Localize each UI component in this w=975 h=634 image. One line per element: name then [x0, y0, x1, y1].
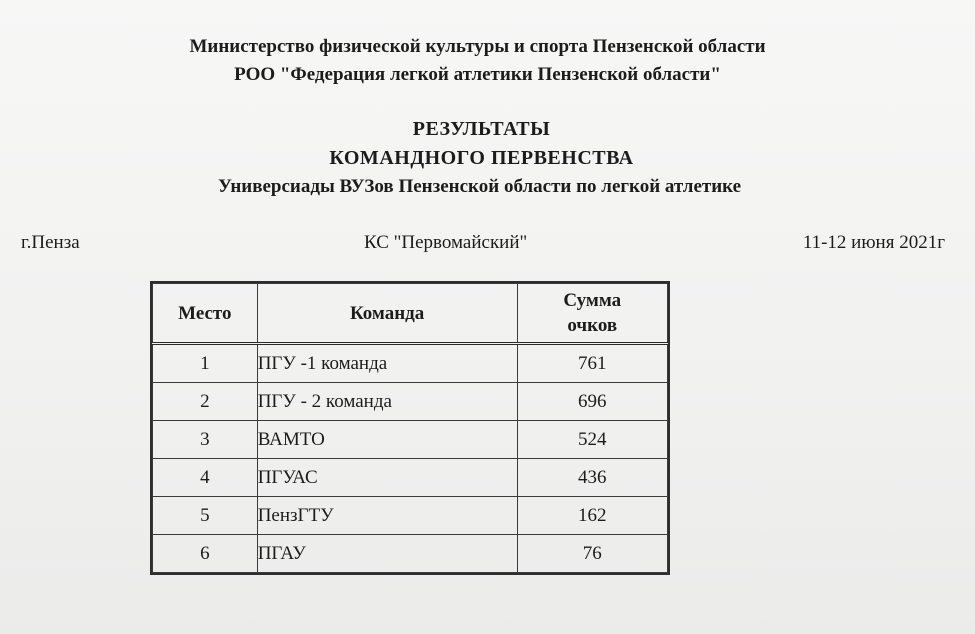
column-header-place: Место [153, 284, 258, 344]
row-team: ПГУАС [257, 459, 517, 497]
row-team: ПензГТУ [257, 497, 517, 535]
row-place: 3 [153, 421, 258, 459]
table-row [153, 535, 668, 573]
table-row [153, 344, 668, 383]
row-place: 2 [153, 383, 258, 421]
row-score: 761 [517, 344, 667, 383]
table-row [153, 383, 668, 421]
column-header-team: Команда [257, 284, 517, 344]
row-team: ПГУ - 2 команда [257, 383, 517, 421]
document-subtitle: КОМАНДНОГО ПЕРВЕНСТВА [329, 147, 634, 169]
row-team: ПГАУ [257, 535, 517, 573]
row-place: 6 [153, 535, 258, 573]
column-header-score-line1: Сумма [563, 290, 622, 311]
row-score: 162 [517, 497, 667, 535]
event-name: Универсиады ВУЗов Пензенской области по легкой атлетике [217, 176, 742, 197]
table-row [153, 497, 668, 535]
row-score: 436 [517, 459, 667, 497]
table-header-row [153, 284, 668, 344]
results-table [152, 283, 668, 573]
row-team: ВАМТО [257, 421, 517, 459]
event-venue: КС "Первомайский" [364, 232, 528, 253]
row-team: ПГУ -1 команда [257, 344, 517, 383]
row-score: 696 [517, 383, 667, 421]
federation-name: РОО "Федерация легкой атлетики Пензенской области" [234, 64, 721, 85]
row-place: 1 [153, 344, 258, 383]
ministry-name: Министерство физической культуры и спорта Пензенской области [189, 36, 766, 57]
event-date: 11-12 июня 2021г [802, 232, 945, 253]
document-title: РЕЗУЛЬТАТЫ [412, 118, 551, 140]
row-place: 4 [153, 459, 258, 497]
column-header-score [517, 284, 667, 344]
table-row [153, 459, 668, 497]
row-place: 5 [153, 497, 258, 535]
row-score: 76 [517, 535, 667, 573]
row-score: 524 [517, 421, 667, 459]
table-row [153, 421, 668, 459]
event-city: г.Пенза [21, 232, 80, 253]
column-header-score-line2: очков [567, 315, 618, 336]
